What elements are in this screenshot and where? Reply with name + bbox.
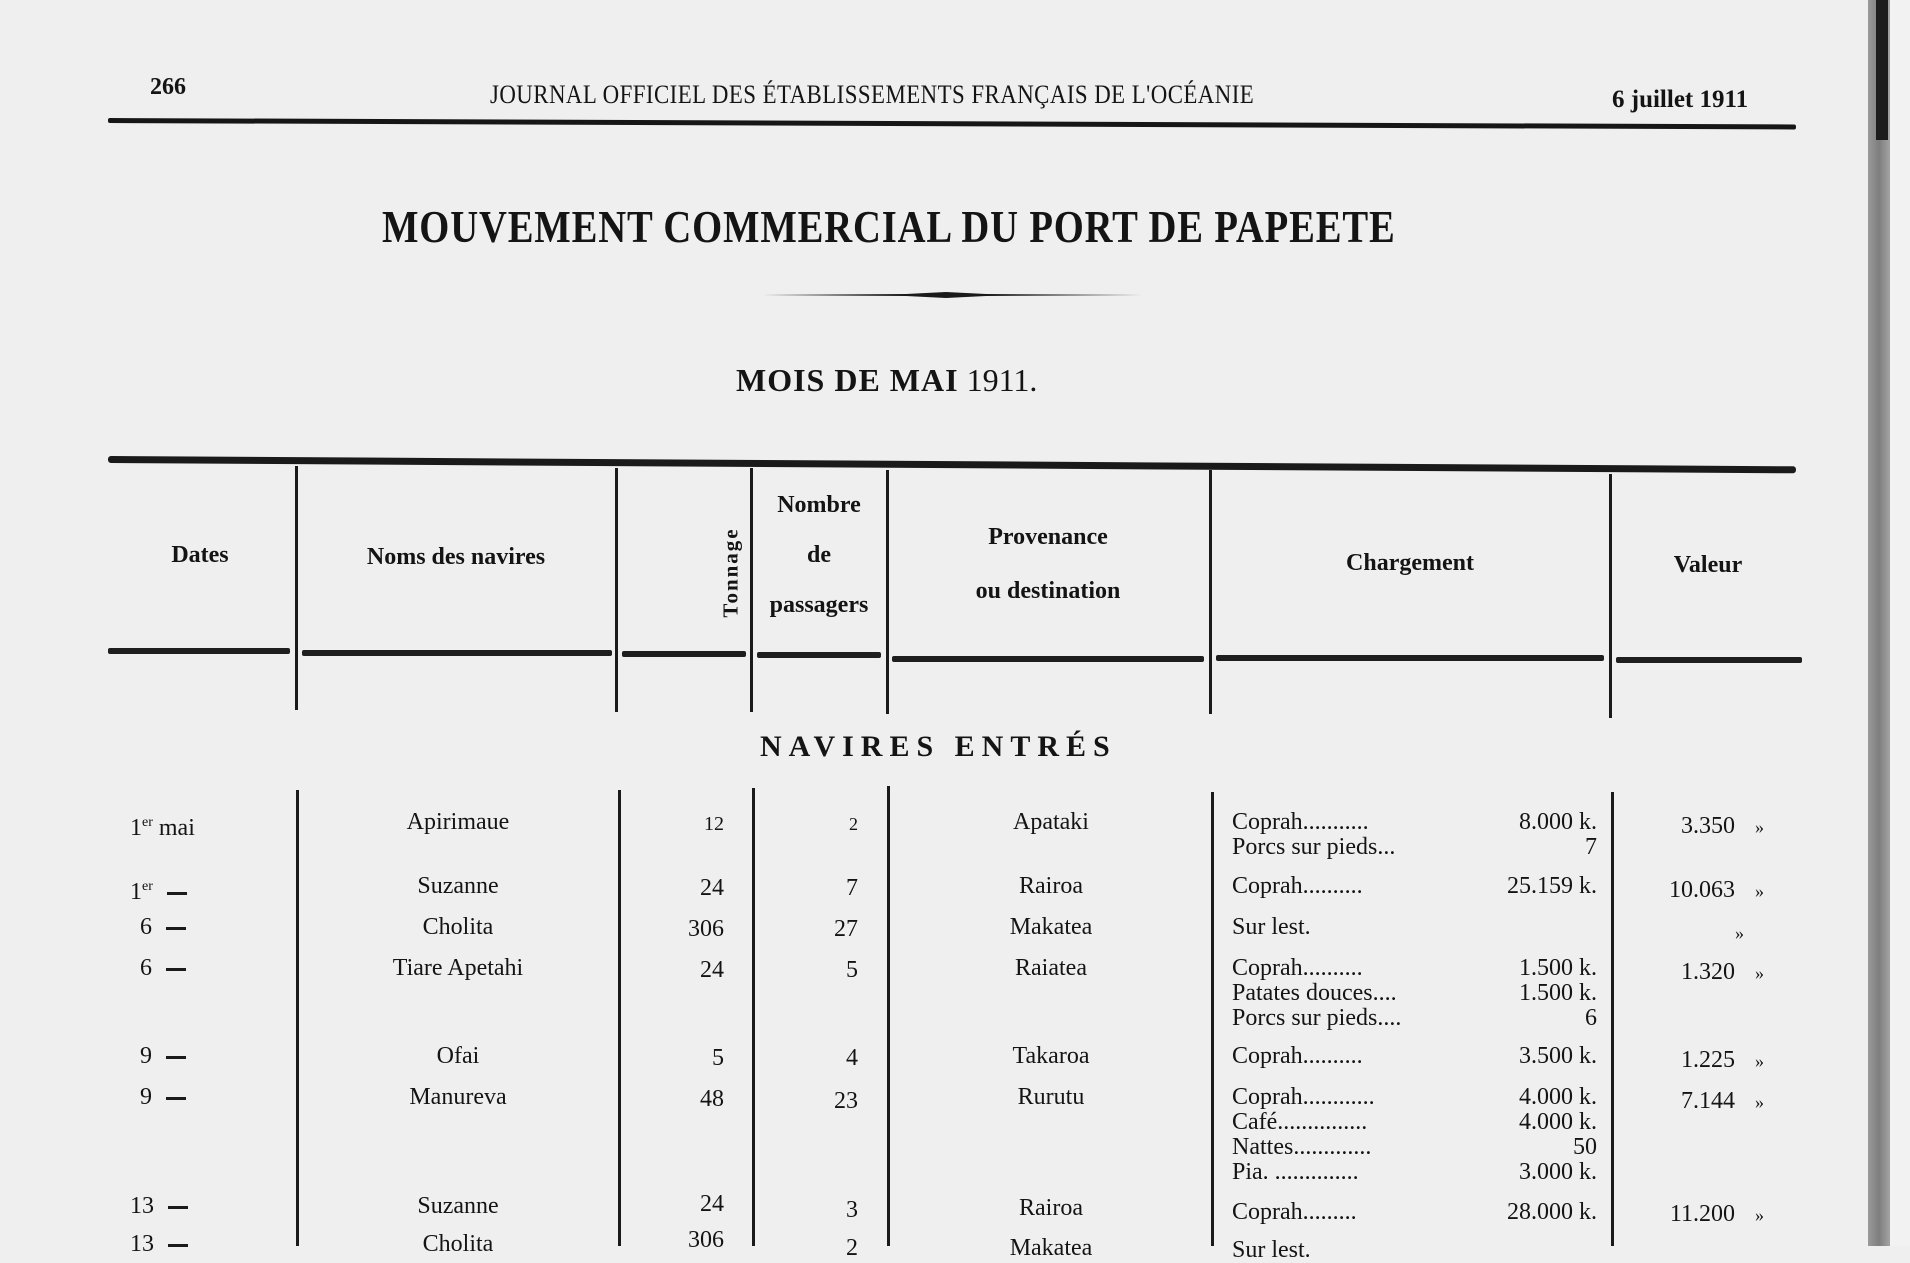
row-origin: Takaroa (1012, 1043, 1090, 1069)
row-date: 9 (140, 1044, 280, 1069)
row-cargo (1232, 1085, 1597, 1185)
header-rule (108, 118, 1796, 129)
month-heading (736, 362, 1037, 399)
cargo-line: Porcs sur pieds.... 6 (1232, 1005, 1597, 1031)
cargo-line: Patates douces.... 1.500 k. (1232, 980, 1597, 1006)
column-rule (615, 468, 618, 712)
page-margin-right (1890, 0, 1910, 1246)
ditto-dash (166, 1056, 186, 1059)
row-origin: Makatea (1009, 914, 1093, 940)
ditto-dash (168, 1206, 188, 1209)
cargo-line: Café............... 4.000 k. (1232, 1109, 1597, 1135)
row-passengers: 2 (849, 814, 858, 834)
ditto-dash (166, 968, 186, 971)
row-tonnage: 24 (700, 957, 724, 983)
row-tonnage: 24 (700, 1191, 724, 1217)
row-cargo (1232, 1200, 1597, 1225)
row-value: » (1735, 923, 1744, 943)
row-ship-name: Cholita (422, 914, 494, 940)
column-rule (1611, 792, 1614, 1246)
column-rule (618, 790, 621, 1246)
row-passengers: 5 (846, 957, 858, 983)
row-value: 7.144 » (1681, 1088, 1764, 1114)
running-title: JOURNAL OFFICIEL DES ÉTABLISSEMENTS FRANÇAIS DE L'OCÉANIE (490, 80, 1255, 109)
cargo-line: Sur lest. (1232, 914, 1311, 940)
row-ship-name: Suzanne (417, 873, 499, 899)
page-fold-shadow (1868, 0, 1890, 1246)
row-ship-name: Ofai (436, 1043, 480, 1069)
row-tonnage: 306 (688, 916, 724, 942)
table-top-rule (108, 456, 1796, 473)
row-date: 6 (140, 956, 280, 981)
column-header-passengers-1: Nombre (777, 492, 861, 518)
row-passengers: 23 (834, 1088, 858, 1114)
ditto-dash (166, 1097, 186, 1100)
row-tonnage: 24 (700, 875, 724, 901)
column-rule (1211, 792, 1214, 1246)
row-tonnage: 5 (712, 1045, 724, 1071)
row-cargo (1232, 1044, 1597, 1069)
cargo-line: Coprah......... 28.000 k. (1232, 1199, 1597, 1225)
row-cargo (1232, 1238, 1597, 1263)
row-tonnage: 306 (688, 1227, 724, 1253)
row-origin: Rairoa (1019, 873, 1083, 899)
header-rule-segment (302, 650, 612, 656)
row-ship-name: Cholita (422, 1231, 494, 1257)
row-value: 1.225 » (1681, 1047, 1764, 1073)
cargo-line: Coprah.......... 1.500 k. (1232, 955, 1597, 981)
column-rule (752, 788, 755, 1246)
header-rule-segment (1216, 655, 1604, 661)
cargo-line: Nattes............. 50 (1232, 1134, 1597, 1160)
row-cargo (1232, 810, 1597, 860)
column-rule (295, 466, 298, 710)
row-value: 3.350 » (1681, 813, 1764, 839)
header-rule-segment (622, 651, 746, 657)
row-cargo (1232, 874, 1597, 899)
row-ship-name: Tiare Apetahi (392, 955, 524, 981)
column-header-origin-1: Provenance (988, 524, 1108, 550)
page-number: 266 (150, 74, 186, 100)
header-rule-segment (892, 656, 1204, 662)
title-ornament-rule (756, 292, 1142, 298)
column-rule (886, 470, 889, 714)
cargo-line: Coprah........... 8.000 k. (1232, 809, 1597, 835)
column-header-tonnage: Tonnage (718, 527, 743, 618)
month-year: 1911. (966, 362, 1038, 398)
row-origin: Raiatea (1015, 955, 1087, 981)
row-value: 10.063 » (1669, 877, 1764, 903)
section-title: NAVIRES ENTRÉS (760, 730, 1117, 763)
header-rule-segment (1616, 657, 1802, 663)
row-origin: Rurutu (1017, 1084, 1085, 1110)
ditto-dash (166, 927, 186, 930)
column-rule (887, 786, 890, 1246)
cargo-line: Sur lest. (1232, 1237, 1311, 1263)
row-date: 1er (130, 874, 270, 905)
cargo-line: Coprah.......... 3.500 k. (1232, 1043, 1597, 1069)
column-header-dates: Dates (171, 542, 229, 568)
column-header-cargo: Chargement (1346, 550, 1474, 576)
ditto-dash (168, 1244, 188, 1247)
column-header-origin-2: ou destination (975, 578, 1121, 604)
column-rule (1609, 474, 1612, 718)
row-cargo (1232, 956, 1597, 1031)
header-rule-segment (757, 652, 881, 658)
row-ship-name: Apirimaue (406, 809, 510, 835)
row-date: 1er mai (130, 815, 195, 841)
column-rule (296, 790, 299, 1246)
row-passengers: 2 (846, 1235, 858, 1261)
cargo-line: Pia. .............. 3.000 k. (1232, 1159, 1597, 1185)
row-ship-name: Manureva (409, 1084, 507, 1110)
row-tonnage: 48 (700, 1086, 724, 1112)
row-origin: Makatea (1009, 1235, 1093, 1261)
row-date: 9 (140, 1085, 280, 1110)
row-date: 13 (130, 1194, 270, 1219)
month-label: MOIS DE MAI (736, 362, 959, 398)
row-tonnage: 12 (704, 813, 724, 835)
page-title: MOUVEMENT COMMERCIAL DU PORT DE PAPEETE (382, 201, 1396, 252)
row-date: 6 (140, 915, 280, 940)
row-passengers: 4 (846, 1045, 858, 1071)
row-cargo (1232, 915, 1597, 940)
column-header-passengers-2: de (807, 542, 831, 568)
publication-date: 6 juillet 1911 (1612, 86, 1749, 113)
cargo-line: Coprah............ 4.000 k. (1232, 1084, 1597, 1110)
row-ship-name: Suzanne (417, 1193, 499, 1219)
ditto-dash (167, 892, 187, 895)
row-date: 13 (130, 1232, 270, 1257)
row-passengers: 3 (846, 1197, 858, 1223)
column-header-ships: Noms des navires (366, 544, 546, 570)
row-passengers: 7 (846, 875, 858, 901)
column-header-passengers-3: passagers (769, 592, 869, 618)
column-header-value: Valeur (1673, 552, 1743, 578)
header-rule-segment (108, 648, 290, 654)
column-rule (1209, 470, 1212, 714)
cargo-line: Porcs sur pieds... 7 (1232, 834, 1597, 860)
row-passengers: 27 (834, 916, 858, 942)
page-edge-dark (1876, 0, 1888, 140)
column-rule (750, 468, 753, 712)
row-origin: Apataki (1013, 809, 1089, 835)
row-value: 1.320 » (1681, 959, 1764, 985)
row-value: 11.200 » (1669, 1201, 1764, 1227)
row-origin: Rairoa (1019, 1195, 1083, 1221)
cargo-line: Coprah.......... 25.159 k. (1232, 873, 1597, 899)
